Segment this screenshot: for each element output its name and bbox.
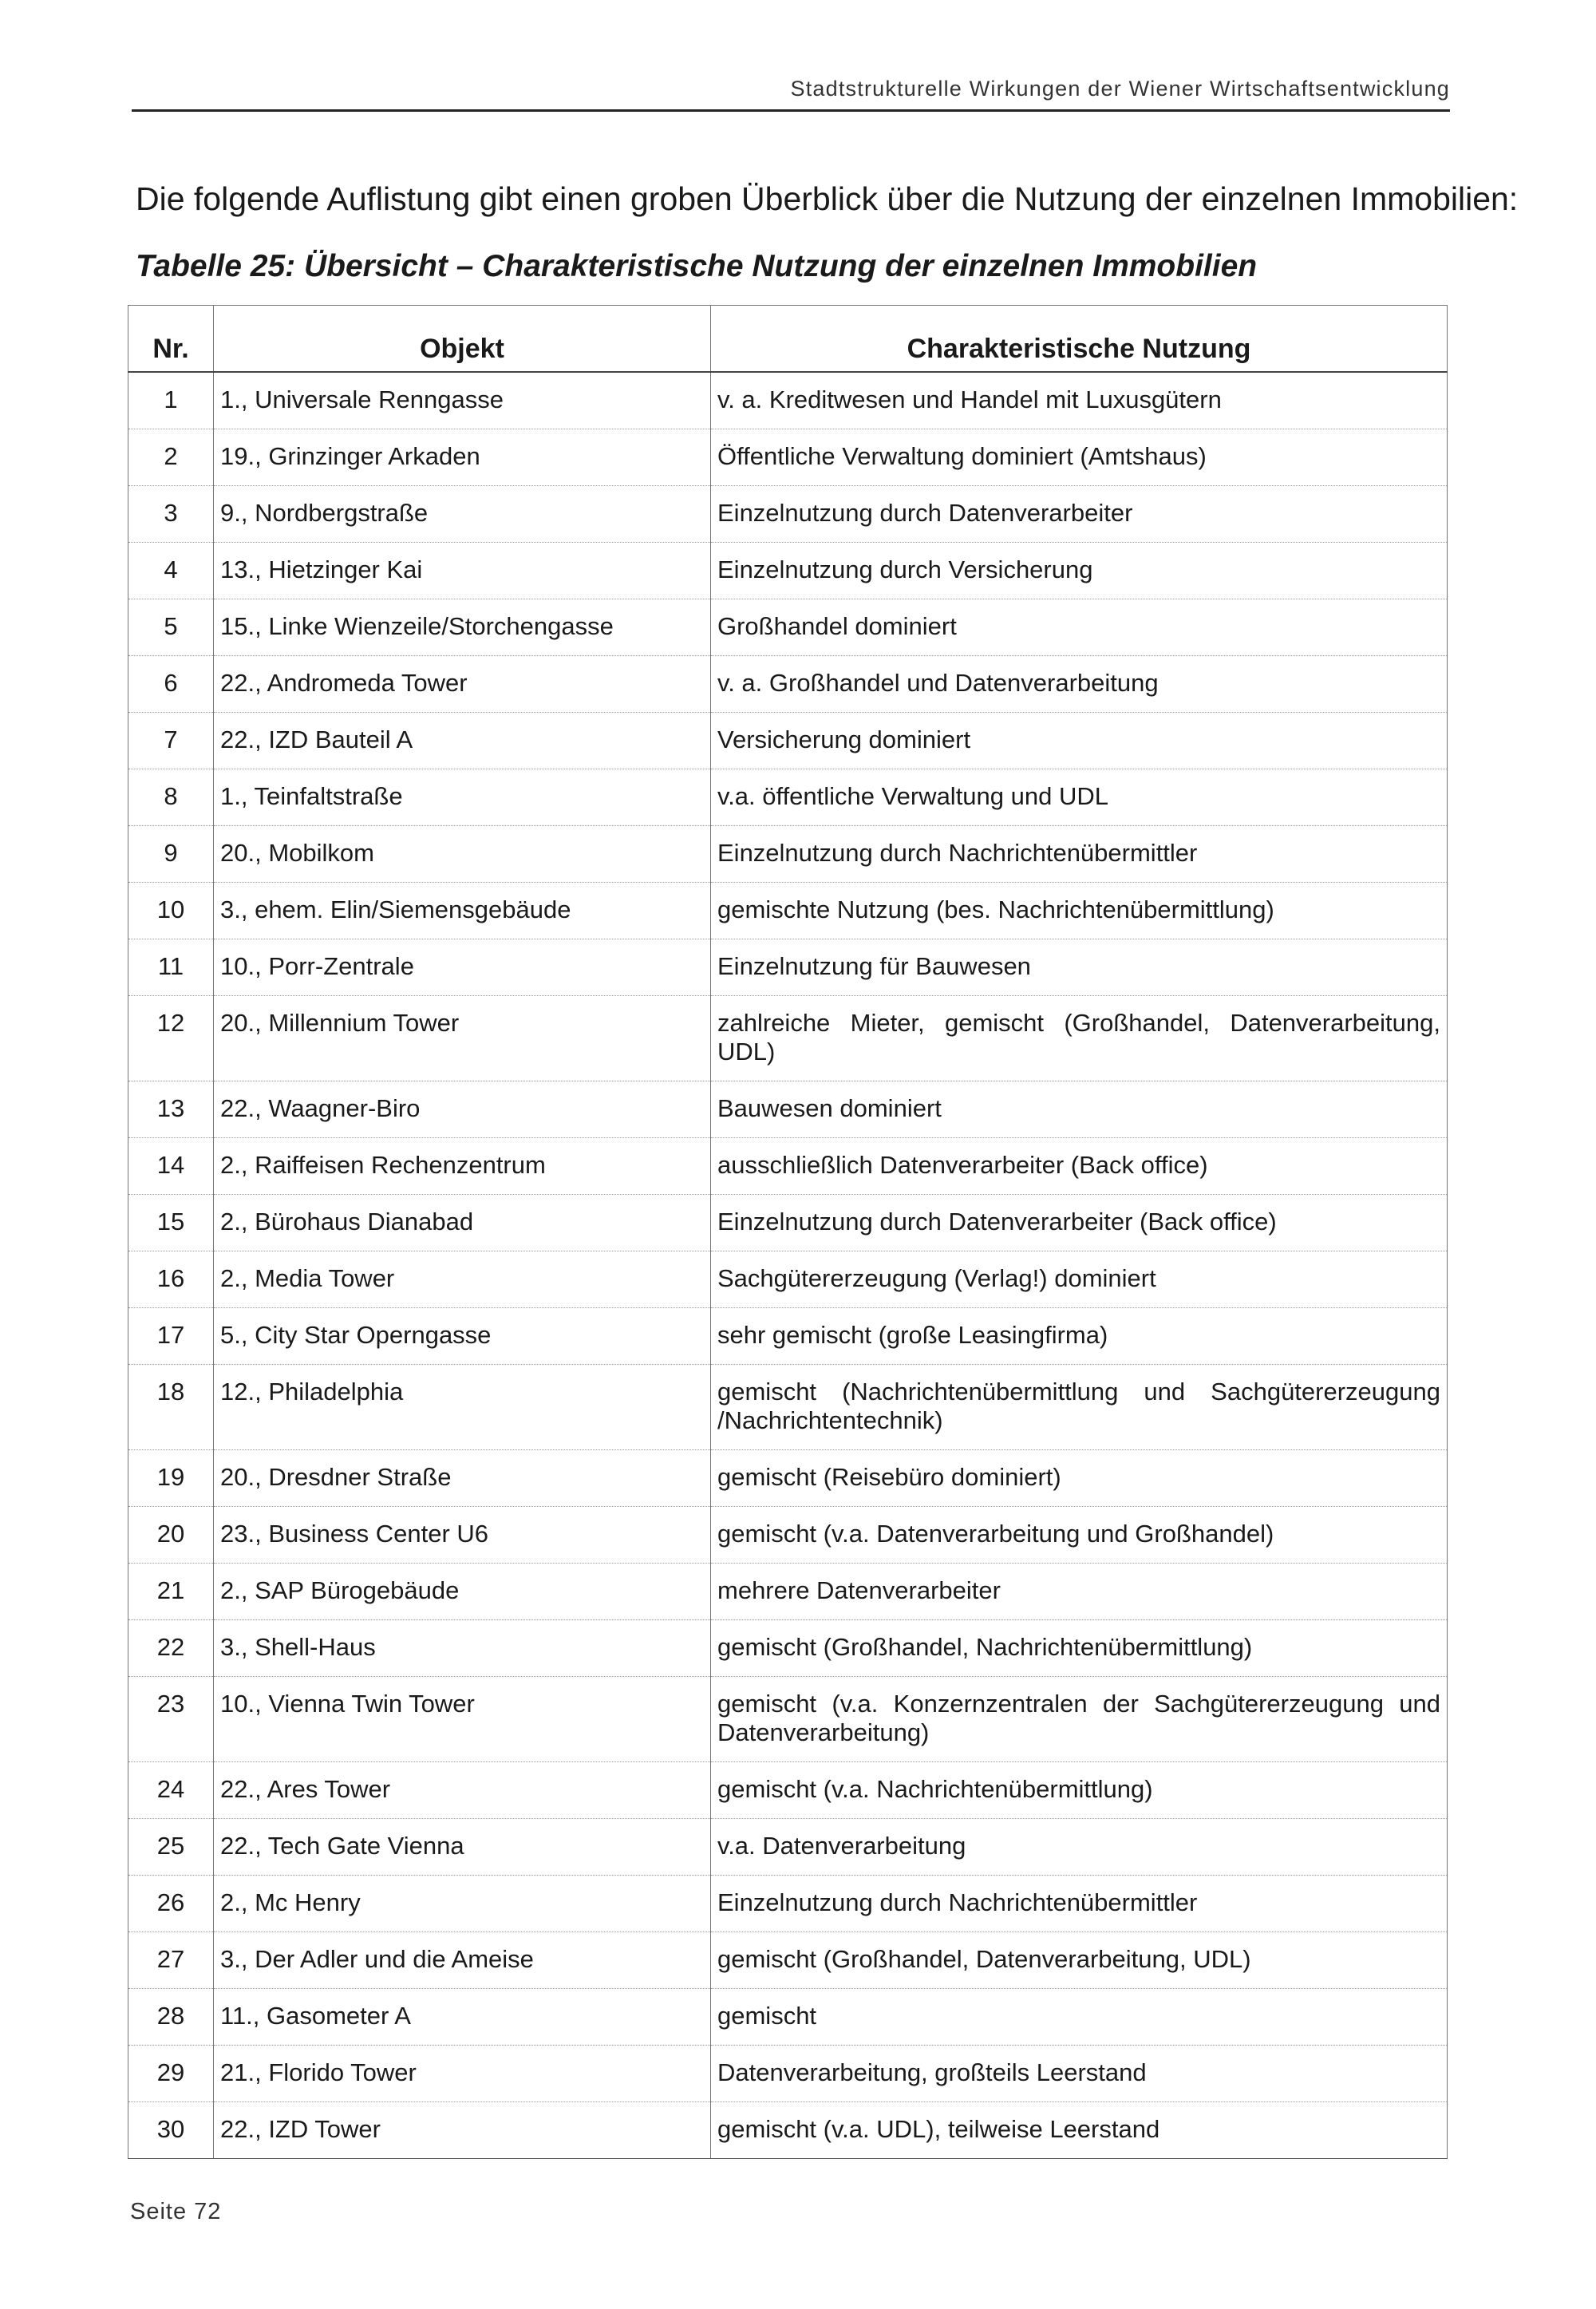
row-objekt: 2., Bürohaus Dianabad bbox=[214, 1195, 711, 1251]
row-number: 15 bbox=[128, 1195, 214, 1251]
table-row bbox=[128, 1450, 1448, 1507]
table-row bbox=[128, 1620, 1448, 1677]
page-number: Seite 72 bbox=[130, 2199, 222, 2224]
row-objekt: 20., Mobilkom bbox=[214, 826, 711, 883]
row-objekt: 2., Media Tower bbox=[214, 1251, 711, 1308]
row-number: 6 bbox=[128, 656, 214, 713]
usage-table bbox=[128, 305, 1448, 2159]
row-objekt: 22., Ares Tower bbox=[214, 1762, 711, 1819]
table-row bbox=[128, 1989, 1448, 2046]
table-row bbox=[128, 599, 1448, 656]
row-number: 24 bbox=[128, 1762, 214, 1819]
intro-text: Die folgende Auflistung gibt einen groben Überblick über die Nutzung der einzelnen Immobilien: bbox=[136, 180, 1519, 217]
row-number: 18 bbox=[128, 1365, 214, 1450]
row-nutzung: Großhandel dominiert bbox=[711, 599, 1448, 656]
row-nutzung: v.a. Datenverarbeitung bbox=[711, 1819, 1448, 1876]
row-number: 8 bbox=[128, 769, 214, 826]
row-nutzung: gemischt (v.a. Datenverarbeitung und Großhandel) bbox=[711, 1507, 1448, 1564]
row-nutzung: gemischt (Nachrichtenübermittlung und Sachgütererzeugung /Nachrichtentechnik) bbox=[711, 1365, 1448, 1450]
table-row bbox=[128, 2046, 1448, 2102]
table-row bbox=[128, 543, 1448, 599]
row-objekt: 12., Philadelphia bbox=[214, 1365, 711, 1450]
row-objekt: 20., Dresdner Straße bbox=[214, 1450, 711, 1507]
row-objekt: 3., Der Adler und die Ameise bbox=[214, 1932, 711, 1989]
row-nutzung: Einzelnutzung für Bauwesen bbox=[711, 939, 1448, 996]
row-number: 12 bbox=[128, 996, 214, 1081]
running-header: Stadtstrukturelle Wirkungen der Wiener Wirtschaftsentwicklung bbox=[790, 77, 1450, 101]
row-number: 9 bbox=[128, 826, 214, 883]
row-nutzung: v. a. Großhandel und Datenverarbeitung bbox=[711, 656, 1448, 713]
row-number: 2 bbox=[128, 429, 214, 486]
row-number: 26 bbox=[128, 1876, 214, 1932]
row-objekt: 11., Gasometer A bbox=[214, 1989, 711, 2046]
row-number: 23 bbox=[128, 1677, 214, 1762]
row-nutzung: gemischt (v.a. Nachrichtenübermittlung) bbox=[711, 1762, 1448, 1819]
row-nutzung: mehrere Datenverarbeiter bbox=[711, 1564, 1448, 1620]
row-nutzung: Einzelnutzung durch Versicherung bbox=[711, 543, 1448, 599]
row-objekt: 3., ehem. Elin/Siemensgebäude bbox=[214, 883, 711, 939]
row-number: 19 bbox=[128, 1450, 214, 1507]
row-objekt: 21., Florido Tower bbox=[214, 2046, 711, 2102]
row-nutzung: ausschließlich Datenverarbeiter (Back office) bbox=[711, 1138, 1448, 1195]
row-objekt: 22., Andromeda Tower bbox=[214, 656, 711, 713]
row-objekt: 10., Porr-Zentrale bbox=[214, 939, 711, 996]
row-objekt: 15., Linke Wienzeile/Storchengasse bbox=[214, 599, 711, 656]
row-objekt: 2., Raiffeisen Rechenzentrum bbox=[214, 1138, 711, 1195]
table-row bbox=[128, 1876, 1448, 1932]
row-nutzung: Einzelnutzung durch Datenverarbeiter bbox=[711, 486, 1448, 543]
column-header-nr: Nr. bbox=[128, 306, 214, 373]
row-nutzung: v.a. öffentliche Verwaltung und UDL bbox=[711, 769, 1448, 826]
header-rule bbox=[132, 109, 1450, 112]
row-number: 22 bbox=[128, 1620, 214, 1677]
row-objekt: 22., IZD Tower bbox=[214, 2102, 711, 2159]
row-nutzung: Einzelnutzung durch Datenverarbeiter (Back office) bbox=[711, 1195, 1448, 1251]
table-row bbox=[128, 1365, 1448, 1450]
table-row bbox=[128, 1762, 1448, 1819]
table-row bbox=[128, 883, 1448, 939]
table-row bbox=[128, 2102, 1448, 2159]
row-nutzung: sehr gemischt (große Leasingfirma) bbox=[711, 1308, 1448, 1365]
table-row bbox=[128, 713, 1448, 769]
table-row bbox=[128, 1564, 1448, 1620]
row-nutzung: Versicherung dominiert bbox=[711, 713, 1448, 769]
row-objekt: 22., Tech Gate Vienna bbox=[214, 1819, 711, 1876]
row-objekt: 10., Vienna Twin Tower bbox=[214, 1677, 711, 1762]
table-row bbox=[128, 1932, 1448, 1989]
row-nutzung: Einzelnutzung durch Nachrichtenübermittler bbox=[711, 826, 1448, 883]
table-row bbox=[128, 1507, 1448, 1564]
table-row bbox=[128, 372, 1448, 429]
row-objekt: 1., Universale Renngasse bbox=[214, 372, 711, 429]
table-row bbox=[128, 1677, 1448, 1762]
row-objekt: 1., Teinfaltstraße bbox=[214, 769, 711, 826]
row-number: 27 bbox=[128, 1932, 214, 1989]
table-row bbox=[128, 1138, 1448, 1195]
table-row bbox=[128, 1195, 1448, 1251]
table-row bbox=[128, 429, 1448, 486]
column-header-objekt: Objekt bbox=[214, 306, 711, 373]
row-objekt: 9., Nordbergstraße bbox=[214, 486, 711, 543]
row-number: 7 bbox=[128, 713, 214, 769]
row-nutzung: gemischt (v.a. UDL), teilweise Leerstand bbox=[711, 2102, 1448, 2159]
row-objekt: 22., IZD Bauteil A bbox=[214, 713, 711, 769]
row-number: 28 bbox=[128, 1989, 214, 2046]
row-number: 16 bbox=[128, 1251, 214, 1308]
row-number: 1 bbox=[128, 372, 214, 429]
row-nutzung: Datenverarbeitung, großteils Leerstand bbox=[711, 2046, 1448, 2102]
table-row bbox=[128, 1251, 1448, 1308]
row-nutzung: gemischt (Großhandel, Datenverarbeitung, UDL) bbox=[711, 1932, 1448, 1989]
row-number: 14 bbox=[128, 1138, 214, 1195]
table-body bbox=[128, 372, 1448, 2159]
row-number: 13 bbox=[128, 1081, 214, 1138]
table-row bbox=[128, 769, 1448, 826]
table-caption: Tabelle 25: Übersicht – Charakteristische Nutzung der einzelnen Immobilien bbox=[136, 249, 1258, 283]
row-objekt: 23., Business Center U6 bbox=[214, 1507, 711, 1564]
row-nutzung: v. a. Kreditwesen und Handel mit Luxusgütern bbox=[711, 372, 1448, 429]
row-objekt: 2., Mc Henry bbox=[214, 1876, 711, 1932]
table-header-row bbox=[128, 306, 1448, 373]
table-row bbox=[128, 996, 1448, 1081]
row-number: 29 bbox=[128, 2046, 214, 2102]
row-number: 4 bbox=[128, 543, 214, 599]
row-number: 20 bbox=[128, 1507, 214, 1564]
row-objekt: 20., Millennium Tower bbox=[214, 996, 711, 1081]
row-nutzung: Sachgütererzeugung (Verlag!) dominiert bbox=[711, 1251, 1448, 1308]
table-row bbox=[128, 1308, 1448, 1365]
row-nutzung: gemischt bbox=[711, 1989, 1448, 2046]
table-row bbox=[128, 1081, 1448, 1138]
row-number: 5 bbox=[128, 599, 214, 656]
row-number: 11 bbox=[128, 939, 214, 996]
row-number: 10 bbox=[128, 883, 214, 939]
row-objekt: 13., Hietzinger Kai bbox=[214, 543, 711, 599]
table-row bbox=[128, 826, 1448, 883]
table-row bbox=[128, 1819, 1448, 1876]
row-objekt: 19., Grinzinger Arkaden bbox=[214, 429, 711, 486]
row-number: 3 bbox=[128, 486, 214, 543]
row-nutzung: Bauwesen dominiert bbox=[711, 1081, 1448, 1138]
row-number: 30 bbox=[128, 2102, 214, 2159]
row-nutzung: zahlreiche Mieter, gemischt (Großhandel, Datenverarbeitung, UDL) bbox=[711, 996, 1448, 1081]
row-objekt: 5., City Star Operngasse bbox=[214, 1308, 711, 1365]
table-row bbox=[128, 486, 1448, 543]
row-number: 17 bbox=[128, 1308, 214, 1365]
row-nutzung: gemischt (Großhandel, Nachrichtenübermittlung) bbox=[711, 1620, 1448, 1677]
row-number: 21 bbox=[128, 1564, 214, 1620]
row-nutzung: gemischt (v.a. Konzernzentralen der Sachgütererzeugung und Datenverarbeitung) bbox=[711, 1677, 1448, 1762]
row-nutzung: Öffentliche Verwaltung dominiert (Amtshaus) bbox=[711, 429, 1448, 486]
column-header-nutzung: Charakteristische Nutzung bbox=[711, 306, 1448, 373]
table-row bbox=[128, 656, 1448, 713]
row-nutzung: gemischte Nutzung (bes. Nachrichtenübermittlung) bbox=[711, 883, 1448, 939]
row-objekt: 3., Shell-Haus bbox=[214, 1620, 711, 1677]
row-nutzung: Einzelnutzung durch Nachrichtenübermittler bbox=[711, 1876, 1448, 1932]
row-objekt: 22., Waagner-Biro bbox=[214, 1081, 711, 1138]
row-nutzung: gemischt (Reisebüro dominiert) bbox=[711, 1450, 1448, 1507]
table-row bbox=[128, 939, 1448, 996]
row-objekt: 2., SAP Bürogebäude bbox=[214, 1564, 711, 1620]
row-number: 25 bbox=[128, 1819, 214, 1876]
